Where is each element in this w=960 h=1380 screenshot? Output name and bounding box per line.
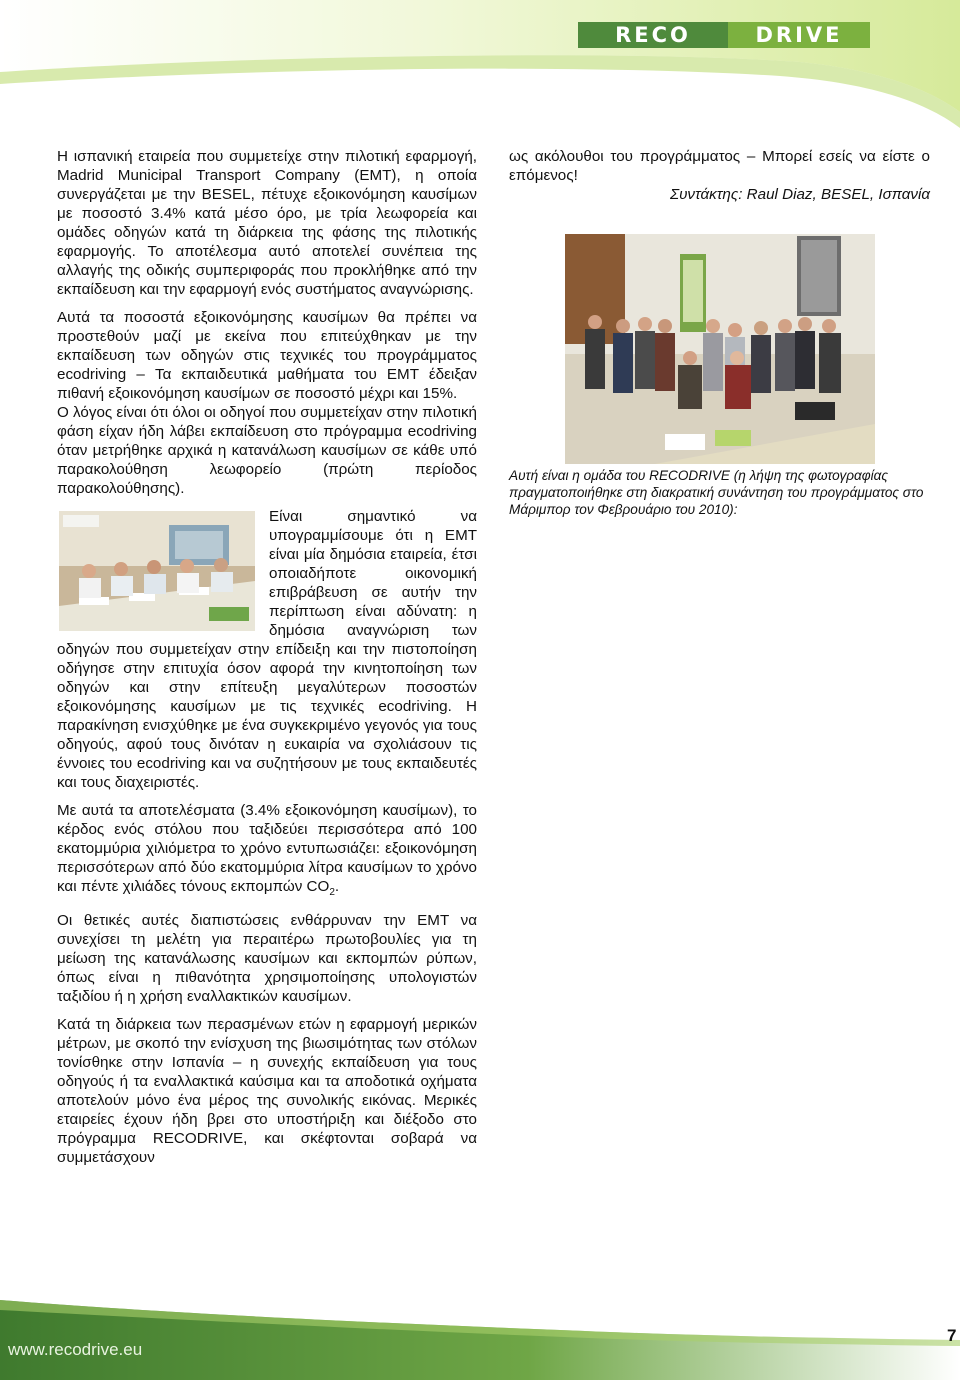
team-photo-caption: Αυτή είναι η ομάδα του RECODRIVE (η λήψη της φωτογραφίας πραγματοποιήθηκε στη διακρατική συνάντηση του προγράμματος στο Μάριμπορ τον Φεβρουάριο του 2010): xyxy=(509,468,924,517)
co2-subscript: 2 xyxy=(329,887,335,899)
paragraph-public-recognition: Είναι σημαντικό να υπογραμμίσουμε ότι η EMT είναι μία δημόσια εταιρεία, έτσι οποιαδήποτε οικονομική επιβράβευση σε αυτήν την περίπτωση είναι αδύνατη: η δημόσια αναγνώριση των οδηγών που συμμετείχαν στην επίδειξη και την πιστοποίηση οδήγησε στην επιτυχία όσον αφορά την κινητοποίηση των οδηγών και στην επίτευξη μεγαλύτερων ποσοστών εξοικονόμησης καυσίμων με τις τεχνικές ecodriving. Η παρακίνηση ενισχύθηκε με ένα συγκεκριμένο γεγονός για τους οδηγούς, αφού τους δινόταν η ευκαιρία να σχολιάσουν τις έννοιες του ecodriving και να συζητήσουν με τους εκπαιδευτές και τους διαχειριστές. xyxy=(57,508,477,791)
paragraph-further-initiatives: Οι θετικές αυτές διαπιστώσεις ενθάρρυναν την EMT να συνεχίσει τη μελέτη για περαιτέρω πρωτοβουλίες για τη μείωση της κατανάλωσης καυσίμων και εκπομπών ρύπων, όπως είναι η πιθανότητα χρησιμοποίησης υπολογιστών ταξιδίου ή η χρήση εναλλακτικών καυσίμων. xyxy=(57,912,477,1006)
paragraph-continuation: ως ακόλουθοι του προγράμματος – Μπορεί εσείς να είστε ο επόμενος! xyxy=(509,148,930,184)
page-number: 7 xyxy=(947,1326,957,1345)
left-column xyxy=(57,147,477,1167)
paragraph-spain-measures: Κατά τη διάρκεια των περασμένων ετών η εφαρμογή μερικών μέτρων, με σκοπό την ενίσχυση της βιωσιμότητας των στόλων τονίσθηκε στην Ισπανία – η συνεχής εκπαίδευση για τους οδηγούς ή τα εναλλακτικά καύσιμα και τα αποδοτικά οχήματα αποτελούν μόνο ένα μέρος της συνολικής εικόνας. Μερικές εταιρείες έχουν ήδη βρει στο υποστήριξη και διέξοδο στο πρόγραμμα RECODRIVE, και σκέφτονται σοβαρά να συμμετάσχουν xyxy=(57,1016,477,1167)
logo-reco: RECO xyxy=(578,22,728,48)
logo-drive: DRIVE xyxy=(728,22,870,48)
footer-band xyxy=(0,1290,960,1380)
fleet-savings-end: . xyxy=(334,878,340,895)
fleet-savings-text: Με αυτά τα αποτελέσματα (3.4% εξοικονόμηση καυσίμων), το κέρδος ενός στόλου που ταξιδεύει περισσότερα από 100 εκατομμύρια χιλιόμετρα το χρόνο εντυπωσιάζει: εξοικονόμηση περισσότερων από δύο εκατομμύρια λίτρα καυσίμων το χρόνο και πέντε χιλιάδες τόνους εκπομπών CO xyxy=(57,802,477,895)
footer-url[interactable]: www.recodrive.eu xyxy=(8,1340,143,1359)
paragraph-emt-results: Η ισπανική εταιρεία που συμμετείχε στην πιλοτική εφαρμογή, Madrid Municipal Transport Company (EMT), η οποία συνεργάζεται με την BESEL, πέτυχε εξοικονόμηση καυσίμων με ποσοστό 3.4% κατά μέσο όρο, με τρία λεωφορεία και ομάδες οδηγών κατά τη διάρκεια της φάσης της πιλοτικής εφαρμογής. Το αποτέλεσμα αυτό αποτελεί συνέπεια της αλλαγής της οδικής συμπεριφοράς που προκλήθηκε από την εκπαίδευση και την εφαρμογή ενός συστήματος αναγνώρισης. xyxy=(57,148,477,298)
paragraph-fleet-savings xyxy=(57,801,477,902)
paragraph-reason: Ο λόγος είναι ότι όλοι οι οδηγοί που συμμετείχαν στην πιλοτική φάση είχαν ήδη λάβει εκπαίδευση στο πρόγραμμα ecodriving όταν μετρήθηκε αρχικά η κατανάλωση καυσίμων σε κάθε υπό παρακολούθηση λεωφορείο (πρώτη περίοδος παρακολούθησης). xyxy=(57,404,477,497)
right-column xyxy=(509,147,930,204)
recodrive-logo xyxy=(578,22,870,48)
author-line: Συντάκτης: Raul Diaz, BESEL, Ισπανία xyxy=(669,186,930,203)
header-band xyxy=(0,0,960,140)
recodrive-team-photo xyxy=(565,234,875,464)
paragraph-training-savings: Αυτά τα ποσοστά εξοικονόμησης καυσίμων θα πρέπει να προστεθούν μαζί με εκείνα που επιτεύχθηκαν με την εκπαίδευση των οδηγών στις τεχνικές του προγράμματος ecodriving – Τα εκπαιδευτικά μαθήματα του EMT έδειξαν πιθανή εξοικονόμηση καυσίμων σε ποσοστό μέχρι και 15%. xyxy=(57,309,477,402)
drivers-training-photo xyxy=(59,511,255,631)
